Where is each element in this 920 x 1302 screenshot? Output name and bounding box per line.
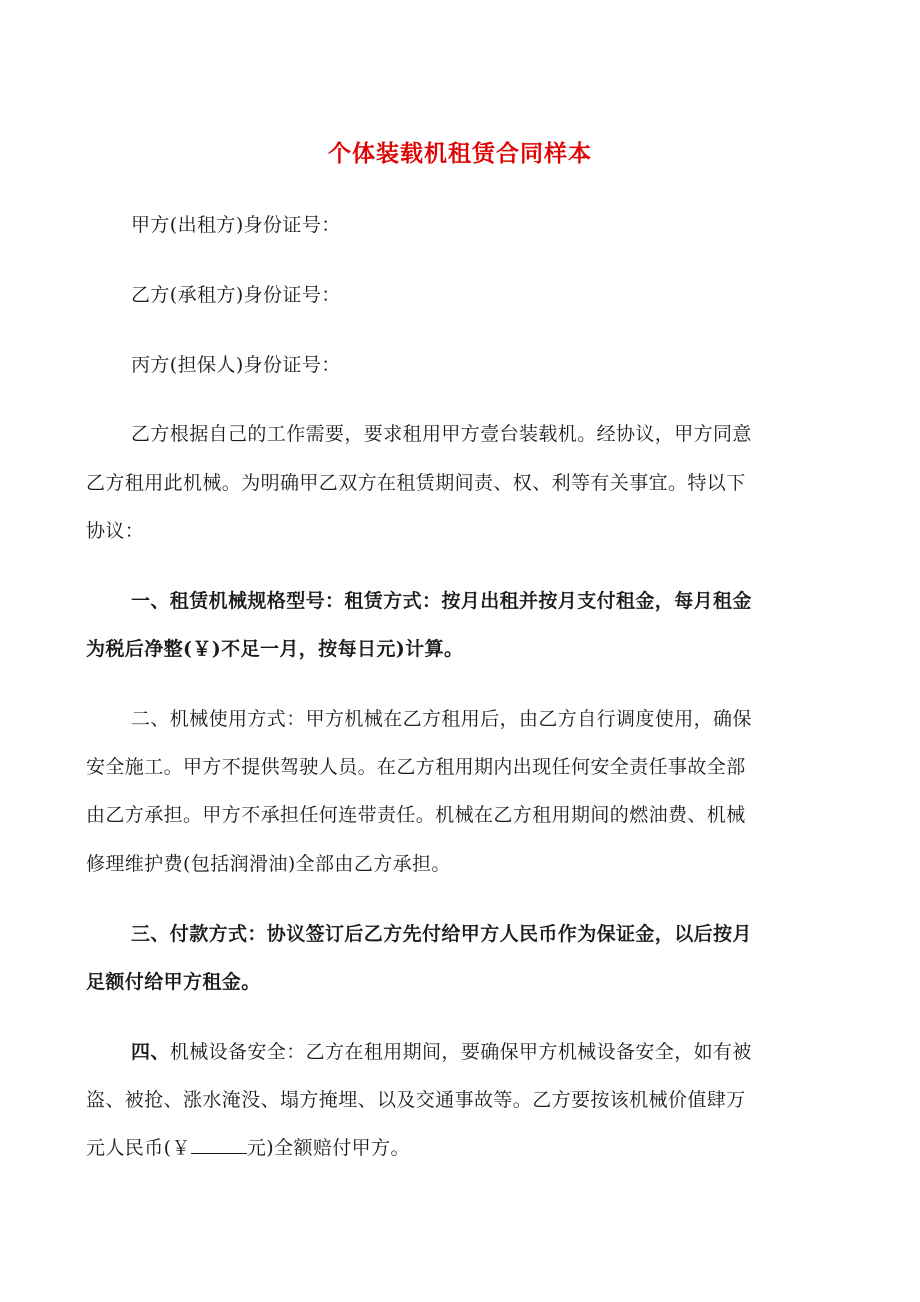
clause-1-line-2: 为税后净整(￥)不足一月，按每日元)计算。 — [86, 638, 464, 660]
clause-4-heading: 四、 — [131, 1041, 170, 1063]
clause-4-line-3-end: 元)全额赔付甲方。 — [246, 1137, 410, 1159]
intro-line-1: 乙方根据自己的工作需要，要求租用甲方壹台装载机。经协议，甲方同意 — [131, 423, 752, 445]
intro-line-2: 乙方租用此机械。为明确甲乙双方在租赁期间责、权、利等有关事宜。特以下 — [86, 472, 746, 494]
clause-4-line-1-text: 机械设备安全：乙方在租用期间，要确保甲方机械设备安全，如有被 — [169, 1041, 752, 1063]
clause-3-line-2: 足额付给甲方租金。 — [86, 971, 261, 993]
clause-4-line-1 — [131, 1039, 891, 1065]
clause-2-line-2: 安全施工。甲方不提供驾驶人员。在乙方租用期内出现任何安全责任事故全部 — [86, 756, 746, 778]
clause-1-line-1: 一、租赁机械规格型号：租赁方式：按月出租并按月支付租金，每月租金 — [131, 590, 752, 612]
document-title: 个体装载机租赁合同样本 — [328, 140, 592, 167]
clause-4-line-3 — [86, 1135, 846, 1161]
clause-2-line-3: 由乙方承担。甲方不承担任何连带责任。机械在乙方租用期间的燃油费、机械 — [86, 804, 746, 826]
party-a-id-line: 甲方(出租方)身份证号： — [131, 214, 341, 236]
clause-3-line-1: 三、付款方式：协议签订后乙方先付给甲方人民币作为保证金，以后按月 — [131, 923, 752, 945]
clause-4-line-2: 盗、被抢、涨水淹没、塌方掩埋、以及交通事故等。乙方要按该机械价值肆万 — [86, 1089, 746, 1111]
intro-line-3: 协议： — [86, 520, 145, 542]
clause-2-line-4: 修理维护费(包括润滑油)全部由乙方承担。 — [86, 853, 451, 875]
clause-4-line-3-start: 元人民币(￥ — [86, 1137, 191, 1159]
party-c-id-line: 丙方(担保人)身份证号： — [131, 354, 341, 376]
clause-2-line-1: 二、机械使用方式：甲方机械在乙方租用后，由乙方自行调度使用，确保 — [131, 708, 752, 730]
party-b-id-line: 乙方(承租方)身份证号： — [131, 284, 341, 306]
amount-blank-field — [191, 1135, 247, 1154]
